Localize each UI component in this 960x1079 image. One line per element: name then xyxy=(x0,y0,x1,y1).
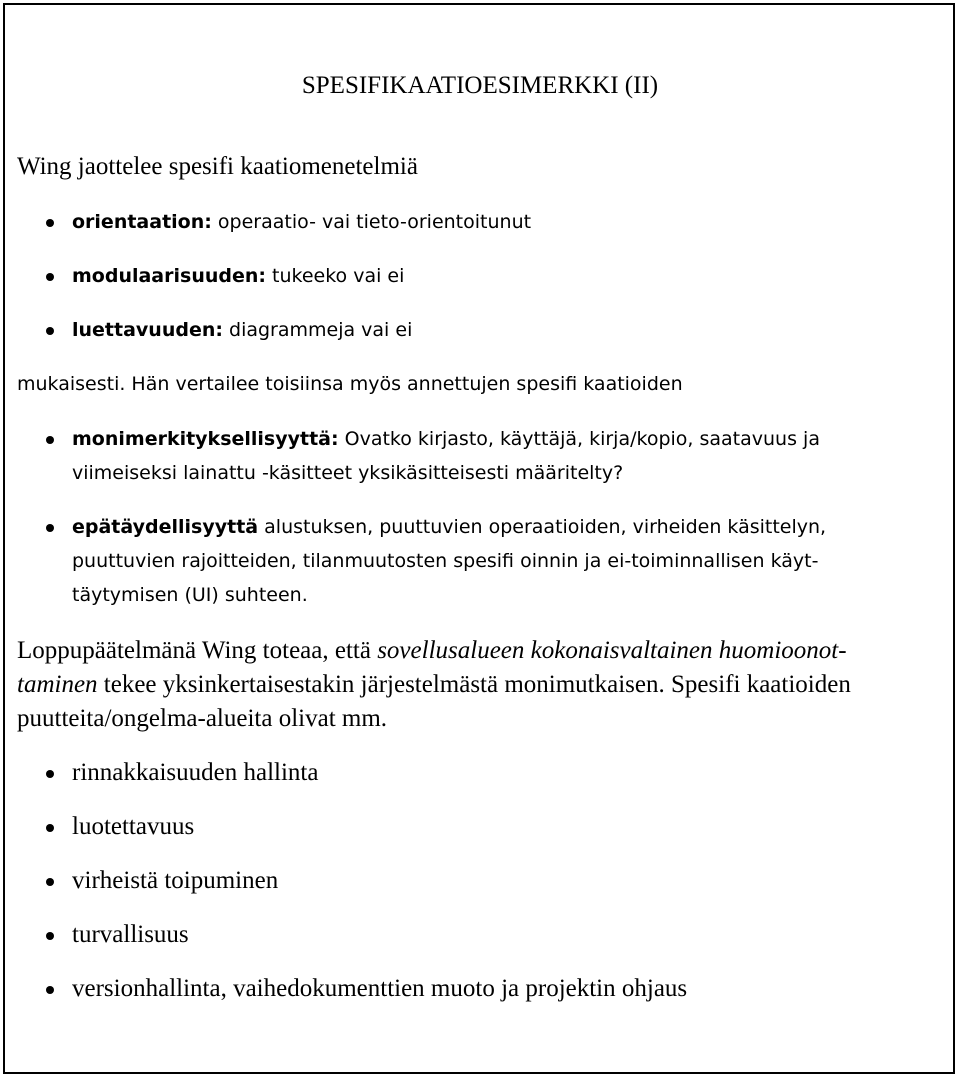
item-term: orientaation: xyxy=(72,211,212,233)
item-text: diagrammeja vai ei xyxy=(222,319,413,341)
list-item xyxy=(72,918,950,952)
list-item xyxy=(72,205,950,239)
list-item xyxy=(72,756,950,790)
item-term: epätäydellisyyttä xyxy=(72,516,259,538)
conclusion-tail: puutteita/ongelma-alueita olivat mm. xyxy=(17,705,388,732)
middle-text: mukaisesti. Hän vertailee toisiinsa myös annettujen spesifi kaatioiden xyxy=(17,373,683,395)
item-text: alustuksen, puuttuvien operaatioiden, virheiden käsittelyn, xyxy=(258,516,827,538)
bullet-icon xyxy=(46,273,54,281)
bullet-icon xyxy=(46,878,54,886)
conclusion-emphasis: taminen xyxy=(17,671,98,698)
bullet-icon xyxy=(46,436,54,444)
list-item xyxy=(72,864,950,898)
bullet-icon xyxy=(46,986,54,994)
item-text: puuttuvien rajoitteiden, tilanmuutosten spesifi oinnin ja ei-toiminnallisen käyt- xyxy=(72,550,819,572)
bullet-icon xyxy=(46,770,54,778)
bullet-icon xyxy=(46,824,54,832)
list-item xyxy=(72,510,950,612)
bullet-icon xyxy=(46,219,54,227)
conclusion-text xyxy=(17,634,952,736)
bullet-icon xyxy=(46,932,54,940)
list-item xyxy=(72,422,950,490)
item-text: luotettavuus xyxy=(72,813,195,840)
item-term: luettavuuden: xyxy=(72,319,223,341)
item-text: tukeeko vai ei xyxy=(266,265,405,287)
item-term: modulaarisuuden: xyxy=(72,265,266,287)
list-item xyxy=(72,259,950,293)
conclusion-emphasis: sovellusalueen kokonaisvaltainen huomioonot- xyxy=(377,637,847,664)
list-item xyxy=(72,313,950,347)
conclusion-body: tekee yksinkertaisestakin järjestelmästä monimutkaisen. Spesifi kaatioiden xyxy=(97,671,851,698)
item-text: täytymisen (UI) suhteen. xyxy=(72,584,308,606)
intro-text: Wing jaottelee spesifi kaatiomenetelmiä xyxy=(17,153,418,180)
item-text: virheistä toipuminen xyxy=(72,867,279,894)
item-text: versionhallinta, vaihedokumenttien muoto ja projektin ohjaus xyxy=(72,975,688,1002)
item-text: operaatio- vai tieto-orientoitunut xyxy=(211,211,532,233)
item-term: monimerkityksellisyyttä: xyxy=(72,428,339,450)
item-text: rinnakkaisuuden hallinta xyxy=(72,759,319,786)
item-text: viimeiseksi lainattu -käsitteet yksikäsitteisesti määritelty? xyxy=(72,462,624,484)
item-text: Ovatko kirjasto, käyttäjä, kirja/kopio, saatavuus ja xyxy=(338,428,820,450)
page-title: SPESIFIKAATIOESIMERKKI (II) xyxy=(301,72,659,99)
conclusion-lead: Loppupäätelmänä Wing toteaa, että xyxy=(17,637,378,664)
bullet-icon xyxy=(46,524,54,532)
item-text: turvallisuus xyxy=(72,921,189,948)
list-item xyxy=(72,810,950,844)
bullet-icon xyxy=(46,327,54,335)
list-item xyxy=(72,972,950,1006)
